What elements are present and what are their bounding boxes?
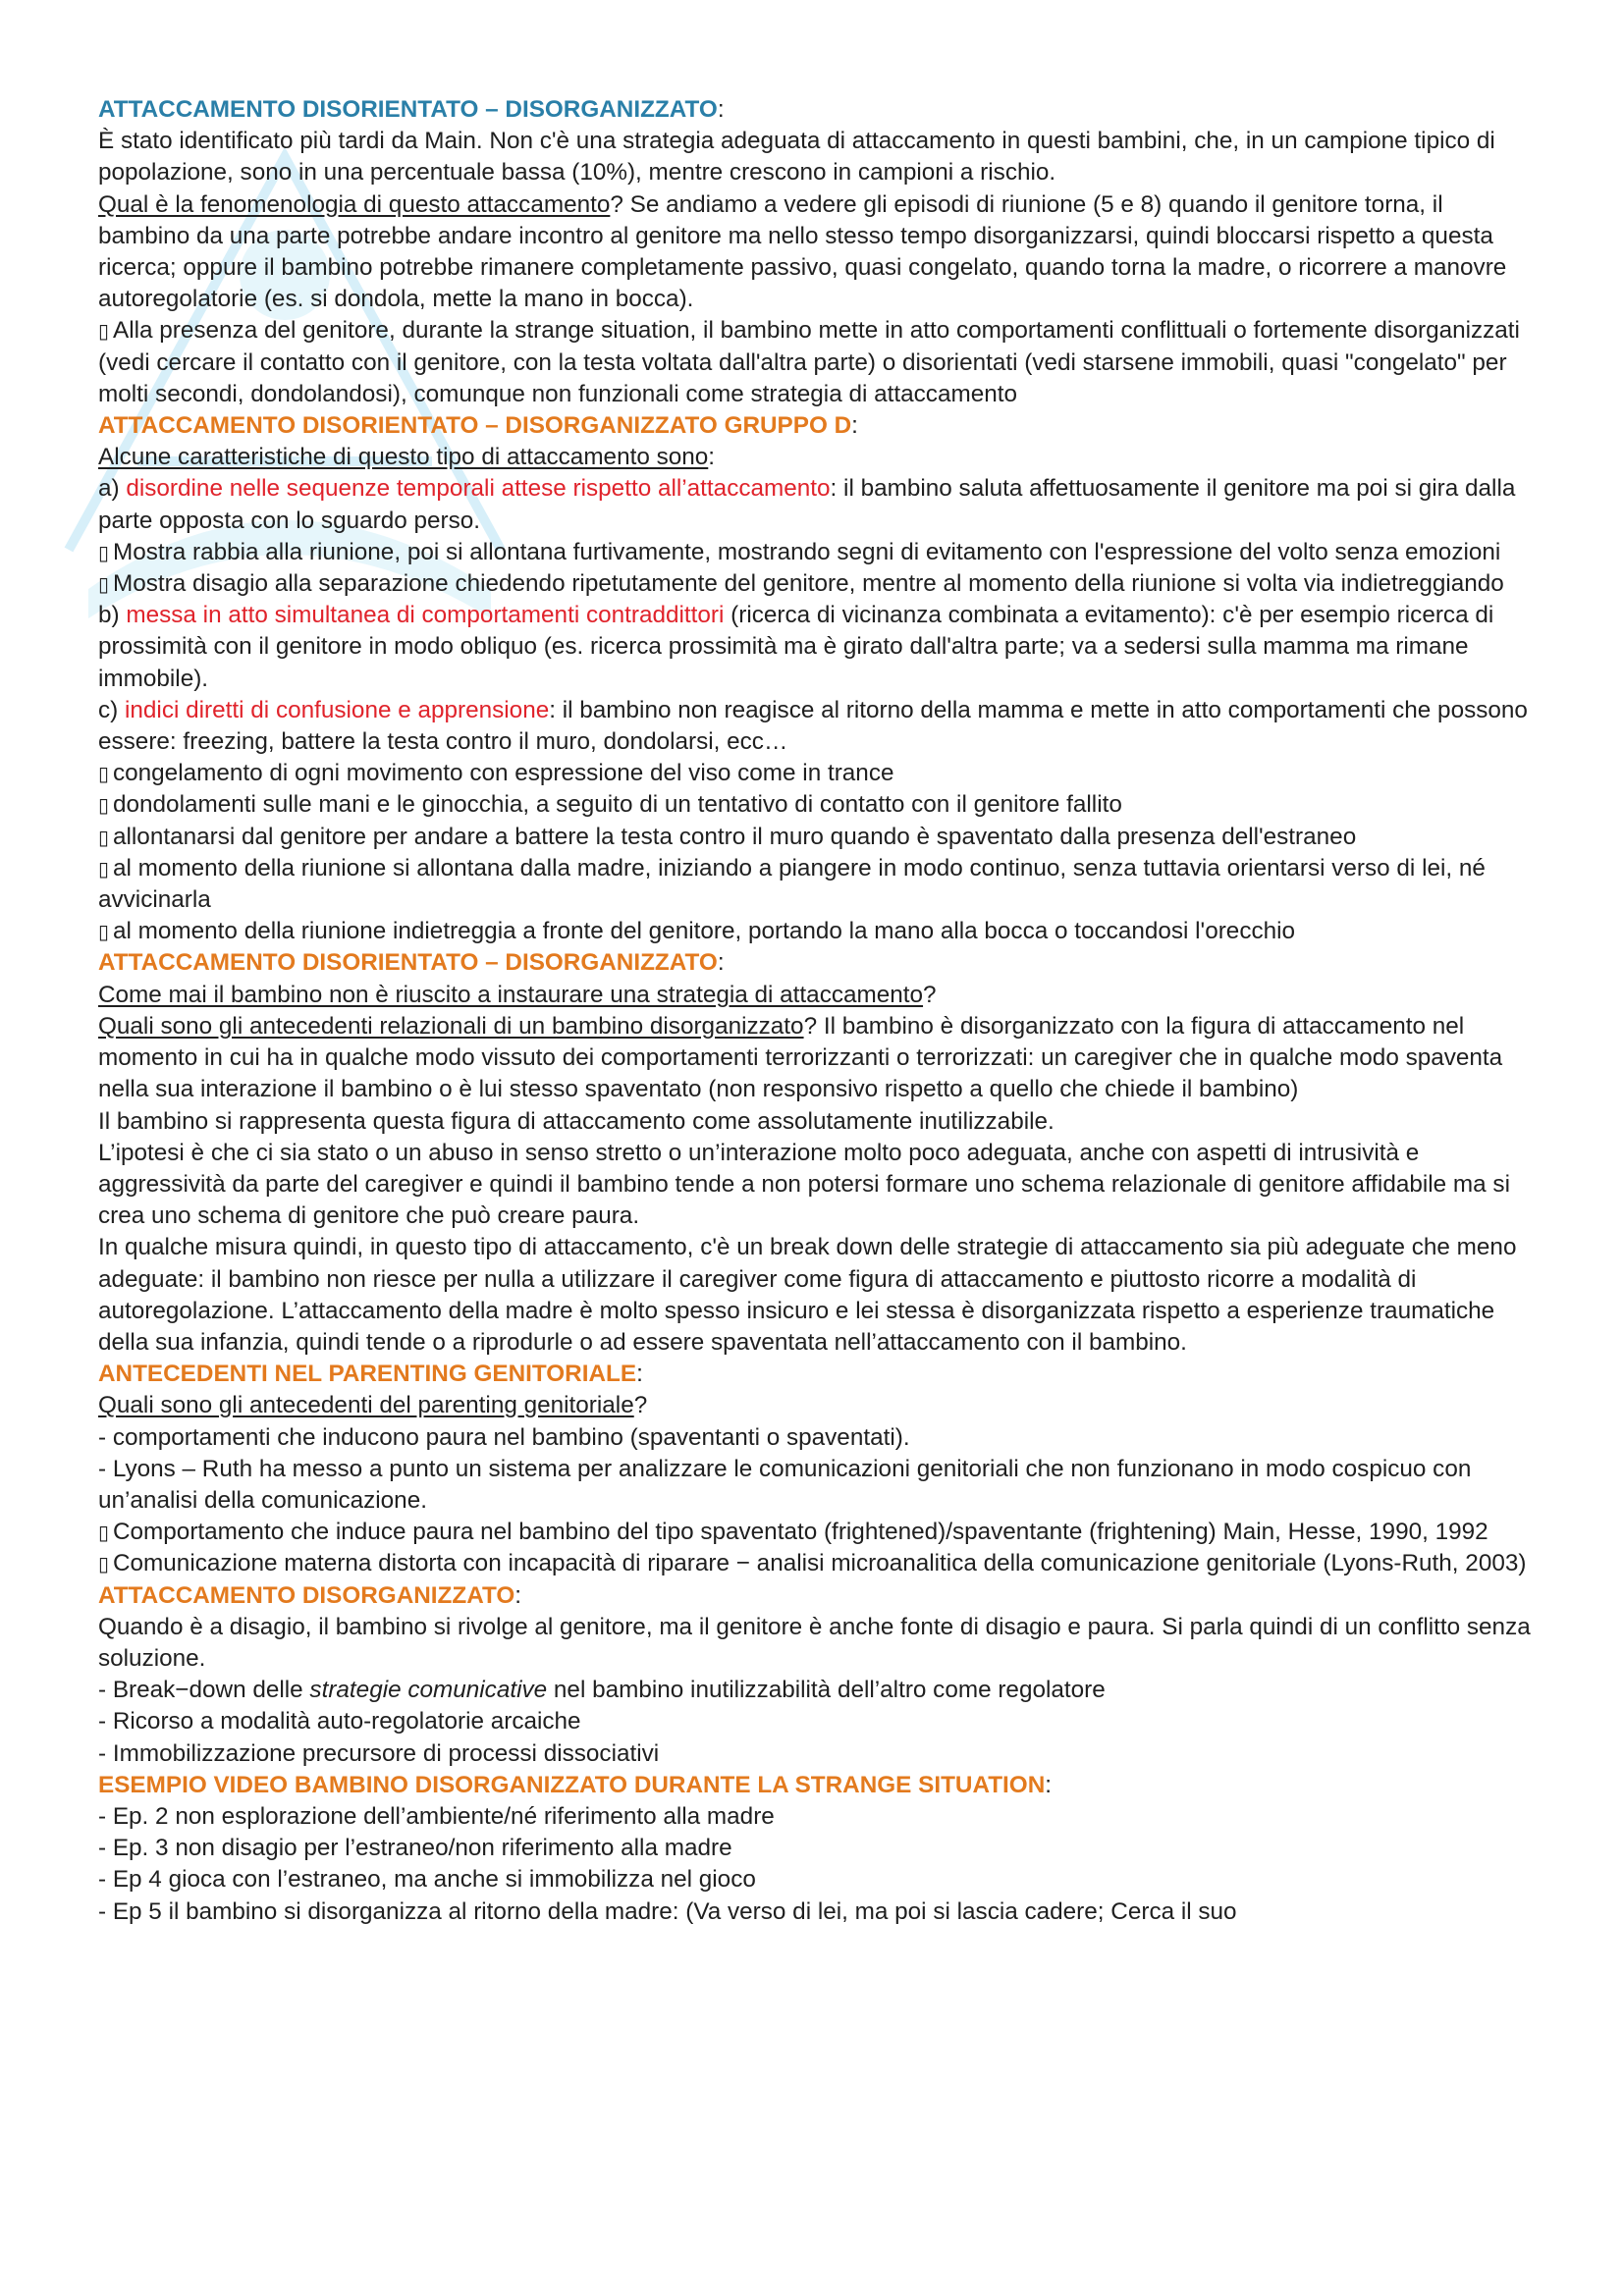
- section-heading: ESEMPIO VIDEO BAMBINO DISORGANIZZATO DURANTE LA STRANGE SITUATION:: [98, 1771, 1053, 1798]
- list-item: c) indici diretti di confusione e apprensione: il bambino non reagisce al ritorno della mamma e mette in atto comportamenti che possono essere: freezing, battere la testa contro il muro, dondolarsi, ecc…: [98, 696, 1528, 756]
- question: Quali sono gli antecedenti del parenting genitoriale?: [98, 1392, 648, 1419]
- dash-item: - Ep. 2 non esplorazione dell’ambiente/né riferimento alla madre: [98, 1802, 775, 1830]
- bullet-item: ▯ al momento della riunione indietreggia a fronte del genitore, portando la mano alla bocca o toccandosi l'orecchio: [98, 916, 1532, 947]
- bullet-item: ▯ allontanarsi dal genitore per andare a battere la testa contro il muro quando è spaventato dalla presenza dell'estraneo: [98, 822, 1532, 853]
- document-body: [98, 94, 1532, 1928]
- dash-item: - Lyons – Ruth ha messo a punto un sistema per analizzare le comunicazioni genitoriali che non funzionano in modo cospicuo con un’analisi della comunicazione.: [98, 1455, 1472, 1514]
- bullet-item: ▯ al momento della riunione si allontana dalla madre, iniziando a piangere in modo continuo, senza tuttavia orientarsi verso di lei, né avvicinarla: [98, 854, 1486, 914]
- bullet-icon: ▯: [98, 825, 110, 849]
- dash-item: - Ep 4 gioca con l’estraneo, ma anche si immobilizza nel gioco: [98, 1866, 756, 1894]
- bullet-item: ▯ congelamento di ogni movimento con espressione del viso come in trance: [98, 758, 1532, 789]
- bullet-item: ▯ dondolamenti sulle mani e le ginocchia, a seguito di un tentativo di contatto con il genitore fallito: [98, 789, 1532, 821]
- list-item: b) messa in atto simultanea di comportamenti contraddittori (ricerca di vicinanza combinata a evitamento): c'è per esempio ricerca di prossimità con il genitore in modo obliquo (es. ricerca prossimità ma è girato dall'altra parte; va a sedersi sulla mamma ma rimane immobile).: [98, 602, 1494, 692]
- bullet-icon: ▯: [98, 540, 110, 564]
- paragraph: Qual è la fenomenologia di questo attaccamento? Se andiamo a vedere gli episodi di riunione (5 e 8) quando il genitore torna, il bambino da una parte potrebbe andare incontro al genitore ma nello stesso tempo disorganizzarsi, quindi bloccarsi rispetto a questa ricerca; oppure il bambino potrebbe rimanere completamente passivo, quasi congelato, quando torna la madre, o ricorrere a manovre autoregolatorie (es. si dondola, mette la mano in bocca).: [98, 190, 1507, 313]
- bullet-icon: ▯: [98, 1521, 110, 1545]
- bullet-item: ▯ Alla presenza del genitore, durante la strange situation, il bambino mette in atto comportamenti conflittuali o fortemente disorganizzati (vedi cercare il contatto con il genitore, con la testa voltata dall'altra parte) o disorientati (vedi starsene immobili, quasi "congelato" per molti secondi, dondolandosi), comunque non funzionali come strategia di attaccamento: [98, 317, 1520, 407]
- paragraph: Alcune caratteristiche di questo tipo di attaccamento sono:: [98, 444, 716, 471]
- bullet-icon: ▯: [98, 762, 110, 786]
- bullet-icon: ▯: [98, 1552, 110, 1576]
- paragraph: Il bambino si rappresenta questa figura di attaccamento come assolutamente inutilizzabile.: [98, 1107, 1055, 1135]
- bullet-icon: ▯: [98, 793, 110, 818]
- paragraph: L’ipotesi è che ci sia stato o un abuso in senso stretto o un’interazione molto poco adeguata, anche con aspetti di intrusività e aggressività da parte del caregiver e quindi il bambino tende a non potersi formare uno schema relazionale di genitore affidabile ma si crea uno schema di genitore che può creare paura.: [98, 1139, 1510, 1230]
- paragraph: Quando è a disagio, il bambino si rivolge al genitore, ma il genitore è anche fonte di disagio e paura. Si parla quindi di un conflitto senza soluzione.: [98, 1613, 1531, 1672]
- bullet-item: ▯ Comportamento che induce paura nel bambino del tipo spaventato (frightened)/spaventante (frightening) Main, Hesse, 1990, 1992: [98, 1517, 1532, 1548]
- section-heading: ATTACCAMENTO DISORIENTATO – DISORGANIZZATO GRUPPO D:: [98, 412, 858, 440]
- bullet-item: ▯ Comunicazione materna distorta con incapacità di riparare − analisi microanalitica della comunicazione genitoriale (Lyons-Ruth, 2003): [98, 1548, 1532, 1579]
- section-heading: ATTACCAMENTO DISORIENTATO – DISORGANIZZATO:: [98, 96, 725, 123]
- section-heading: ANTECEDENTI NEL PARENTING GENITORIALE:: [98, 1361, 643, 1388]
- section-heading: ATTACCAMENTO DISORIENTATO – DISORGANIZZATO:: [98, 949, 725, 977]
- bullet-icon: ▯: [98, 572, 110, 597]
- dash-item: - Immobilizzazione precursore di processi dissociativi: [98, 1739, 660, 1767]
- dash-item: - comportamenti che inducono paura nel bambino (spaventanti o spaventati).: [98, 1423, 910, 1451]
- dash-item: - Break−down delle strategie comunicative nel bambino inutilizzabilità dell’altro come regolatore: [98, 1677, 1106, 1704]
- bullet-icon: ▯: [98, 920, 110, 944]
- dash-item: - Ricorso a modalità auto-regolatorie arcaiche: [98, 1708, 581, 1735]
- bullet-icon: ▯: [98, 856, 110, 881]
- bullet-item: ▯ Mostra disagio alla separazione chiedendo ripetutamente del genitore, mentre al momento della riunione si volta via indietreggiando: [98, 568, 1532, 600]
- question: Come mai il bambino non è riuscito a instaurare una strategia di attaccamento?: [98, 981, 937, 1008]
- list-item: a) disordine nelle sequenze temporali attese rispetto all’attaccamento: il bambino saluta affettuosamente il genitore ma poi si gira dalla parte opposta con lo sguardo perso.: [98, 475, 1516, 534]
- bullet-item: ▯ Mostra rabbia alla riunione, poi si allontana furtivamente, mostrando segni di evitamento con l'espressione del volto senza emozioni: [98, 537, 1532, 568]
- bullet-icon: ▯: [98, 319, 110, 344]
- dash-item: - Ep 5 il bambino si disorganizza al ritorno della madre: (Va verso di lei, ma poi si lascia cadere; Cerca il suo: [98, 1897, 1237, 1925]
- section-heading: ATTACCAMENTO DISORGANIZZATO:: [98, 1581, 522, 1609]
- paragraph: In qualche misura quindi, in questo tipo di attaccamento, c'è un break down delle strategie di attaccamento sia più adeguate che meno adeguate: il bambino non riesce per nulla a utilizzare il caregiver come figura di attaccamento e piuttosto ricorre a modalità di autoregolazione. L’attaccamento della madre è molto spesso insicuro e lei stessa è disorganizzata rispetto a esperienze traumatiche della sua infanzia, quindi tende o a riprodurle o ad essere spaventata nell’attaccamento con il bambino.: [98, 1234, 1517, 1356]
- paragraph: Quali sono gli antecedenti relazionali di un bambino disorganizzato? Il bambino è disorganizzato con la figura di attaccamento nel momento in cui ha in qualche modo vissuto dei comportamenti terrorizzanti o terrorizzati: un caregiver che in qualche modo spaventa nella sua interazione il bambino o è lui stesso spaventato (non responsivo rispetto a quello che chiede il bambino): [98, 1012, 1503, 1103]
- dash-item: - Ep. 3 non disagio per l’estraneo/non riferimento alla madre: [98, 1835, 732, 1862]
- paragraph: È stato identificato più tardi da Main. Non c'è una strategia adeguata di attaccamento in questi bambini, che, in un campione tipico di popolazione, sono in una percentuale bassa (10%), mentre crescono in campioni a rischio.: [98, 128, 1495, 187]
